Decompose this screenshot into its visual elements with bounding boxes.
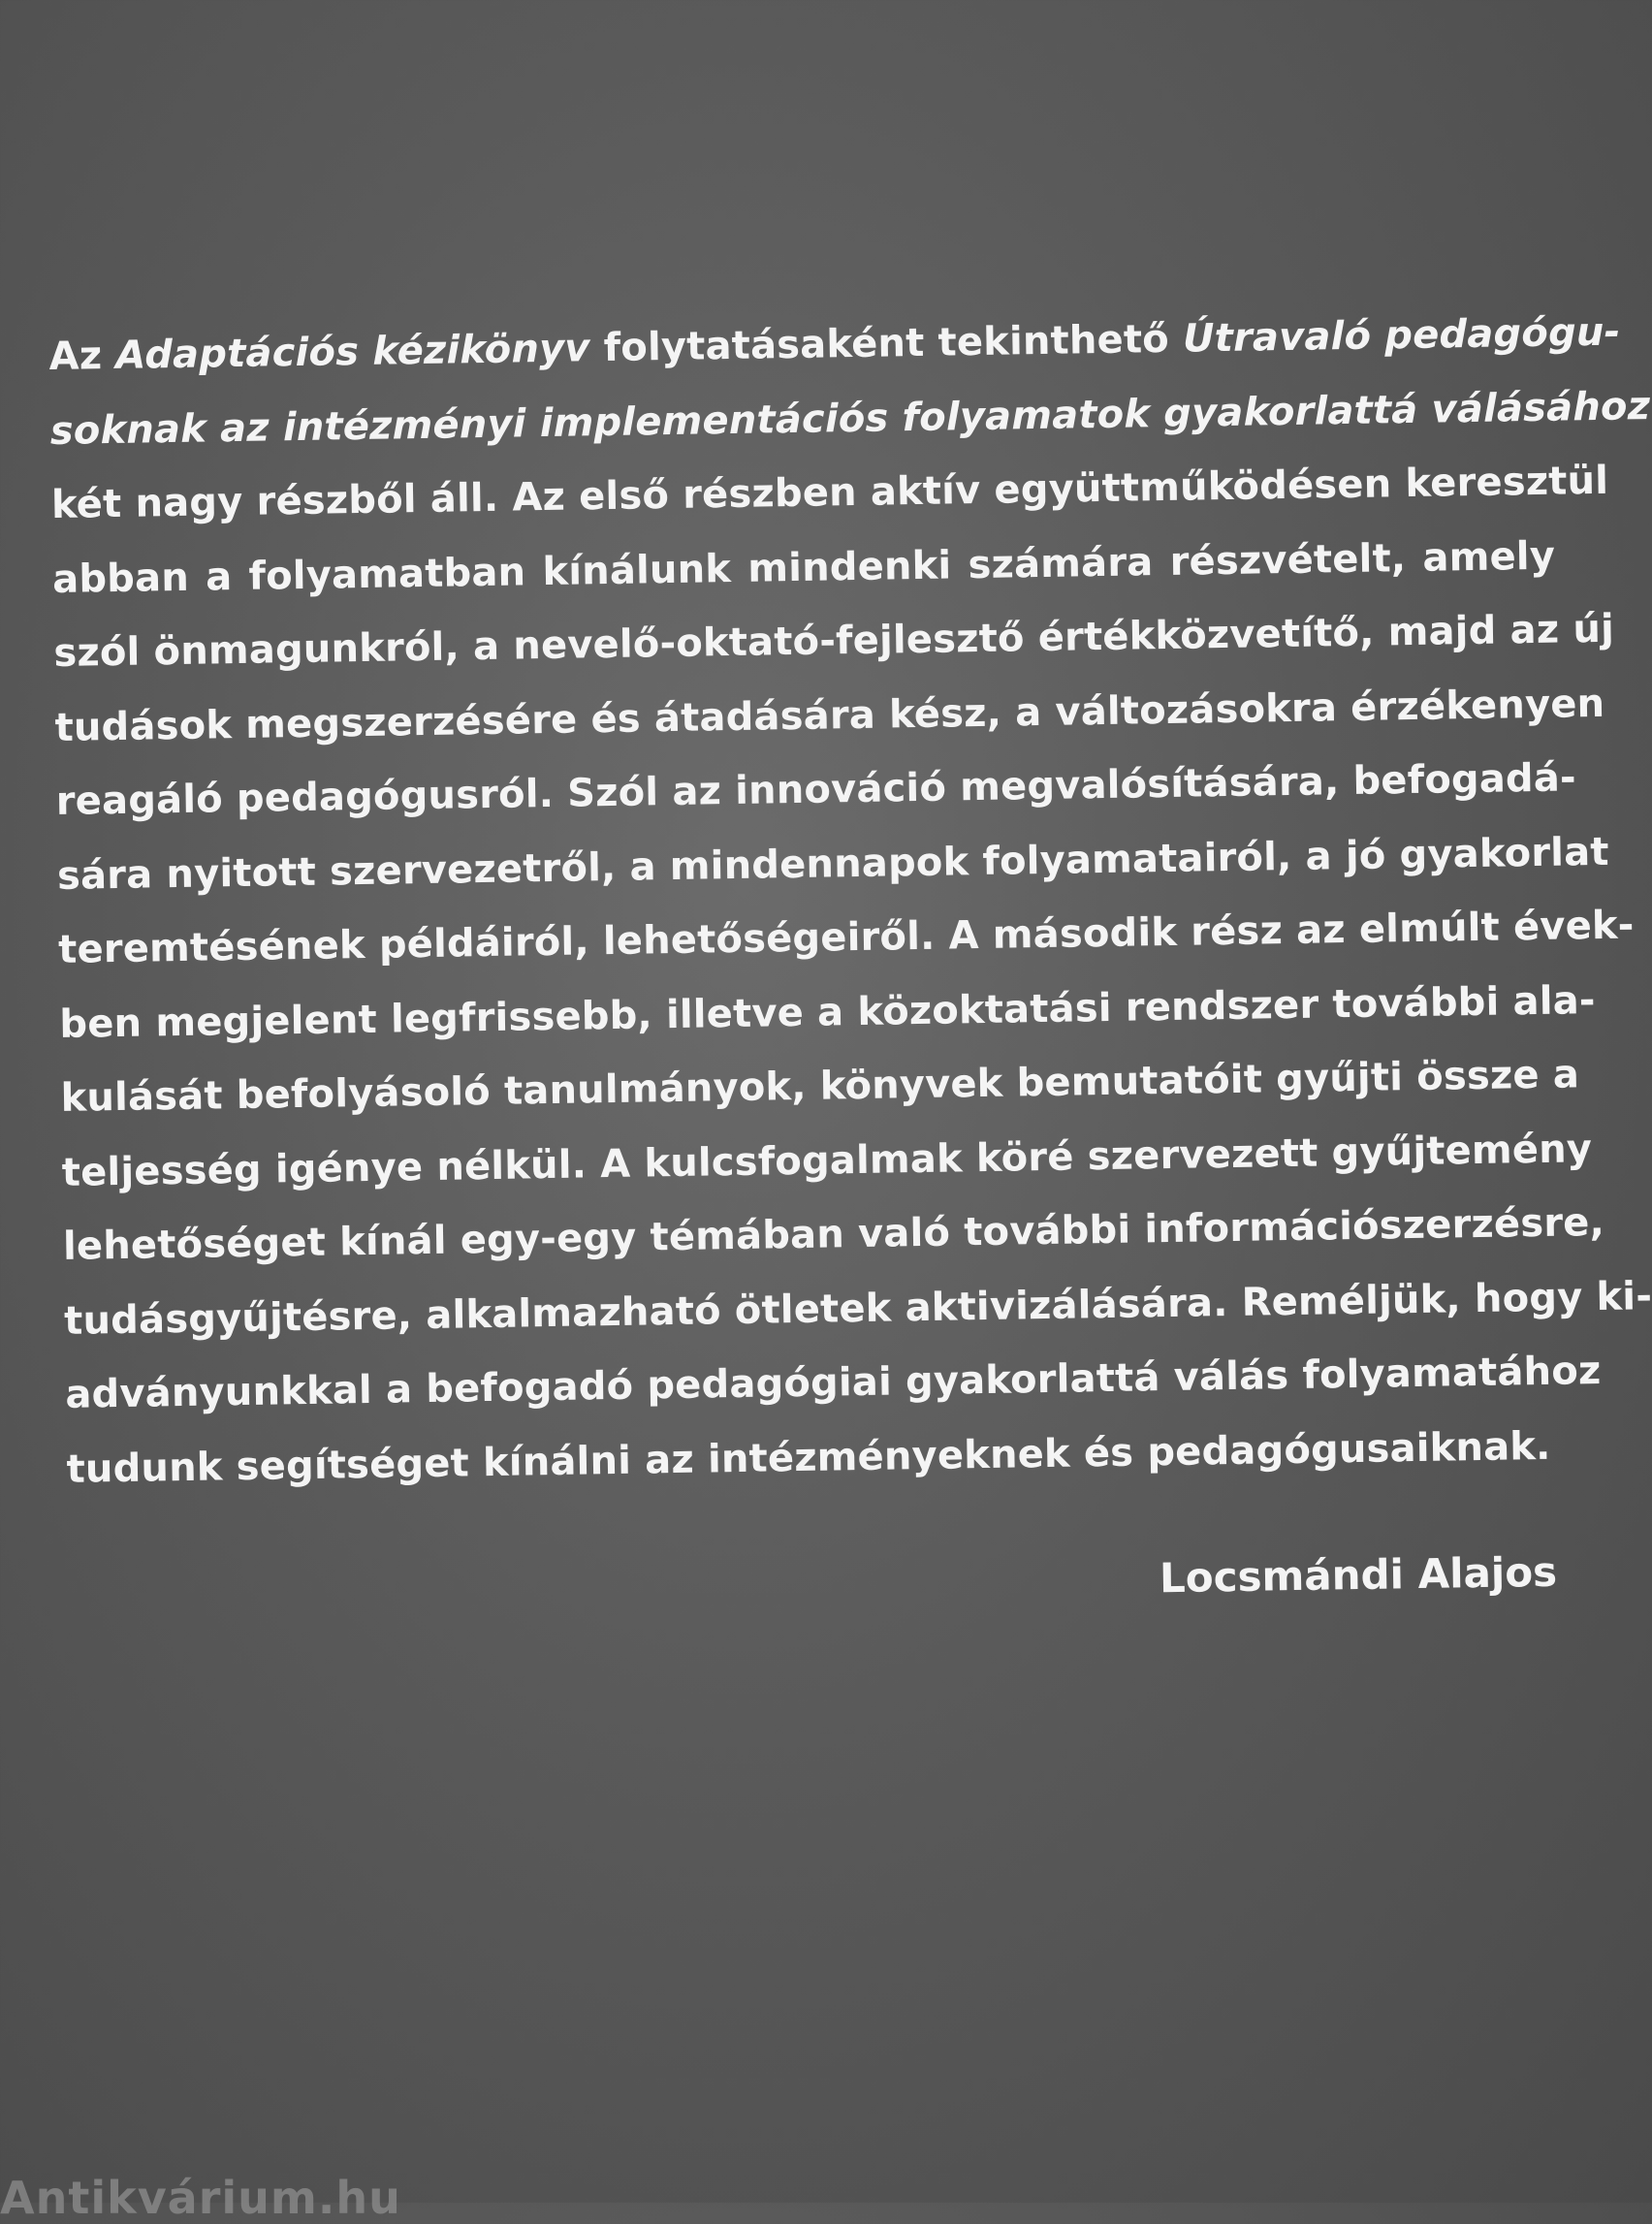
blurb-line: teljesség igénye nélkül. A kulcsfogalmak köré szervezett gyűjtemény — [61, 1126, 1593, 1195]
blurb-line: két nagy részből áll. Az első részben aktív együttműködésen keresztül — [50, 458, 1609, 527]
blurb-line: abban a folyamatban kínálunk mindenki számára részvételt, amely — [51, 533, 1556, 602]
blurb-line: teremtésének példáiról, lehetőségeiről. A második rész az elmúlt évek- — [57, 903, 1635, 972]
blurb-line: kulását befolyásoló tanulmányok, könyvek bemutatóit gyűjti össze a — [60, 1052, 1580, 1121]
blurb-line: lehetőséget kínál egy-egy témában való további információszerzésre, — [62, 1199, 1605, 1269]
blurb-line: tudások megszerzésére és átadására kész, a változásokra érzékenyen — [54, 681, 1605, 750]
blurb-line: adványunkkal a befogadó pedagógiai gyakorlattá válás folyamatához — [65, 1348, 1602, 1417]
blurb-line: tudásgyűjtésre, alkalmazható ötletek aktivizálására. Reméljük, hogy ki- — [63, 1273, 1652, 1344]
blurb-italic-title: Útravaló pedagógu- — [1182, 309, 1621, 362]
watermark-text: Antikvárium.hu — [0, 2172, 401, 2224]
blurb-line: reagáló pedagógusról. Szól az innováció megvalósítására, befogadá- — [55, 755, 1577, 824]
blurb-line: szól önmagunkról, a nevelő-oktató-fejlesztő értékközvetítő, majd az új — [53, 606, 1615, 676]
blurb-line: Az Adaptációs kézikönyv folytatásaként tekinthető Útravaló pedagógu- — [48, 309, 1621, 379]
blurb-italic-title: Adaptációs kézikönyv — [114, 326, 590, 378]
author-signature: Locsmándi Alajos — [1159, 1547, 1558, 1603]
blurb-line: tudunk segítséget kínálni az intézményeknek és pedagógusaiknak. — [66, 1423, 1551, 1492]
blurb-italic-title: soknak az intézményi implementációs folyamatok gyakorlattá válásához — [49, 383, 1651, 454]
blurb-line: sára nyitott szervezetről, a mindennapok folyamatairól, a jó gyakorlat — [56, 829, 1610, 899]
blurb-line: ben megjelent legfrissebb, illetve a közoktatási rendszer további ala- — [59, 977, 1597, 1047]
cover-blurb-text — [48, 297, 1652, 1507]
